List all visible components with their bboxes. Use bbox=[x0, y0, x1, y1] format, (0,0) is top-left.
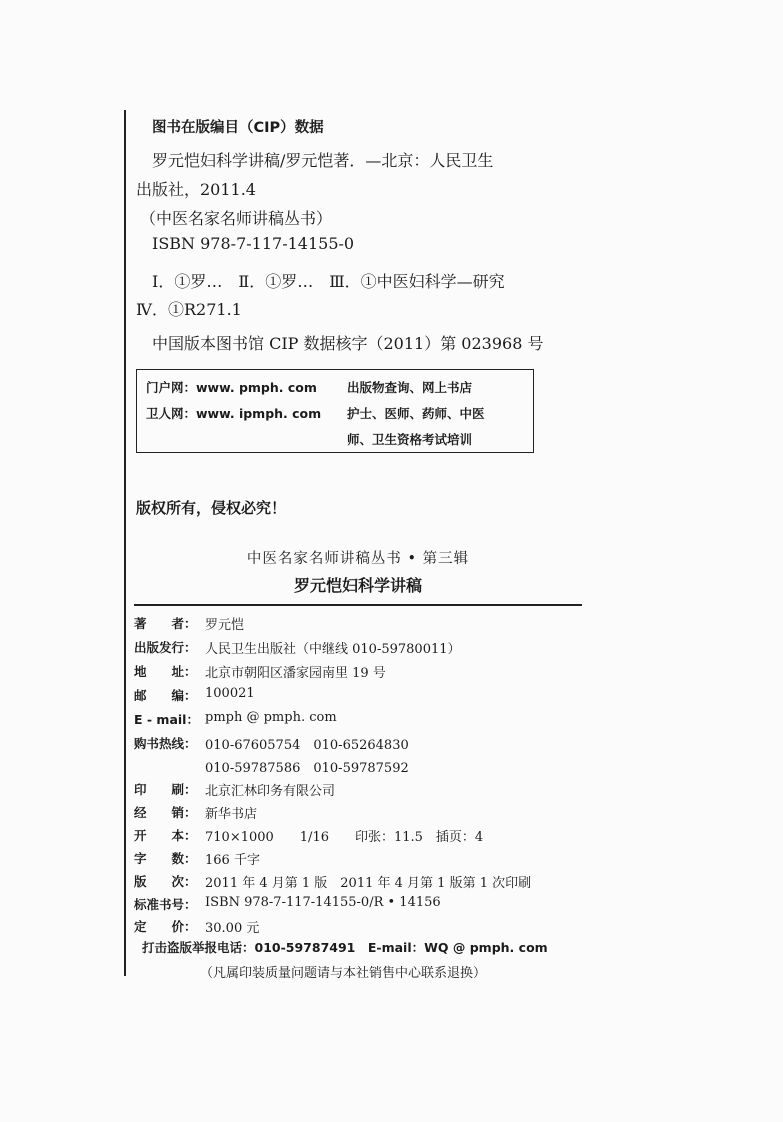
portal-site: 门户网：www. pmph. com bbox=[146, 380, 317, 395]
colophon-label: 字 数： bbox=[134, 851, 197, 866]
colophon-label: 开 本： bbox=[134, 828, 197, 843]
website-info-box bbox=[136, 369, 534, 453]
colophon-value: 人民卫生出版社（中继线 010-59780011） bbox=[205, 642, 461, 657]
series-title: 中医名家名师讲稿丛书 • 第三辑 bbox=[246, 551, 470, 567]
colophon-value: 北京市朝阳区潘家园南里 19 号 bbox=[205, 666, 386, 681]
colophon-value: 710×1000 1/16 印张：11.5 插页：4 bbox=[205, 830, 484, 845]
weiren-description-1: 护士、医师、药师、中医 bbox=[347, 406, 485, 421]
margin-rule bbox=[124, 110, 126, 976]
colophon-value: 新华书店 bbox=[205, 807, 258, 822]
colophon-label: 邮 编： bbox=[134, 688, 197, 703]
colophon-label: 地 址： bbox=[134, 664, 197, 679]
cip-line-1: 罗元恺妇科学讲稿/罗元恺著．—北京：人民卫生 bbox=[152, 151, 494, 170]
colophon-label: 著 者： bbox=[134, 616, 197, 631]
title-divider bbox=[134, 604, 582, 606]
colophon-value: 2011 年 4 月第 1 版 2011 年 4 月第 1 版第 1 次印刷 bbox=[205, 876, 532, 891]
colophon-label: 版 次： bbox=[134, 874, 197, 889]
colophon-value: ISBN 978-7-117-14155-0/R • 14156 bbox=[205, 895, 441, 910]
cip-isbn: ISBN 978-7-117-14155-0 bbox=[152, 234, 355, 253]
colophon-label: 标准书号： bbox=[134, 897, 197, 912]
colophon-value: 166 千字 bbox=[205, 853, 260, 868]
portal-description: 出版物查询、网上书店 bbox=[347, 380, 473, 395]
cip-classification-1: Ⅰ．①罗… Ⅱ．①罗… Ⅲ．①中医妇科学—研究 bbox=[152, 272, 505, 291]
cip-classification-2: Ⅳ．①R271.1 bbox=[136, 300, 242, 319]
colophon-value: 30.00 元 bbox=[205, 921, 260, 936]
book-title: 罗元恺妇科学讲稿 bbox=[293, 576, 422, 595]
colophon-value: 北京汇林印务有限公司 bbox=[205, 784, 336, 799]
colophon-value: 罗元恺 bbox=[205, 618, 245, 633]
colophon-label: 出版发行： bbox=[134, 640, 197, 655]
cip-title: 图书在版编目（CIP）数据 bbox=[152, 120, 324, 136]
colophon-value: pmph @ pmph. com bbox=[205, 710, 337, 725]
colophon-value: 100021 bbox=[205, 686, 255, 701]
cip-line-2: 出版社，2011.4 bbox=[136, 180, 256, 199]
weiren-description-2: 师、卫生资格考试培训 bbox=[347, 432, 473, 447]
quality-notice: （凡属印装质量问题请与本社销售中心联系退换） bbox=[200, 966, 487, 981]
copyright-notice: 版权所有，侵权必究！ bbox=[136, 499, 287, 517]
colophon-label: 定 价： bbox=[134, 919, 197, 934]
colophon-label: 印 刷： bbox=[134, 782, 197, 797]
colophon-label: 经 销： bbox=[134, 805, 197, 820]
weiren-site: 卫人网：www. ipmph. com bbox=[146, 406, 322, 421]
colophon-label: E - mail： bbox=[134, 712, 199, 727]
colophon-label: 购书热线： bbox=[134, 736, 197, 751]
colophon-value: 010-67605754 010-65264830 bbox=[205, 738, 409, 753]
cip-record-number: 中国版本图书馆 CIP 数据核字（2011）第 023968 号 bbox=[152, 334, 544, 353]
colophon-value: 010-59787586 010-59787592 bbox=[205, 761, 409, 776]
cip-line-3: （中医名家名师讲稿丛书） bbox=[140, 209, 333, 228]
anti-piracy-hotline: 打击盗版举报电话：010-59787491 E-mail：WQ @ pmph. com bbox=[142, 940, 548, 955]
